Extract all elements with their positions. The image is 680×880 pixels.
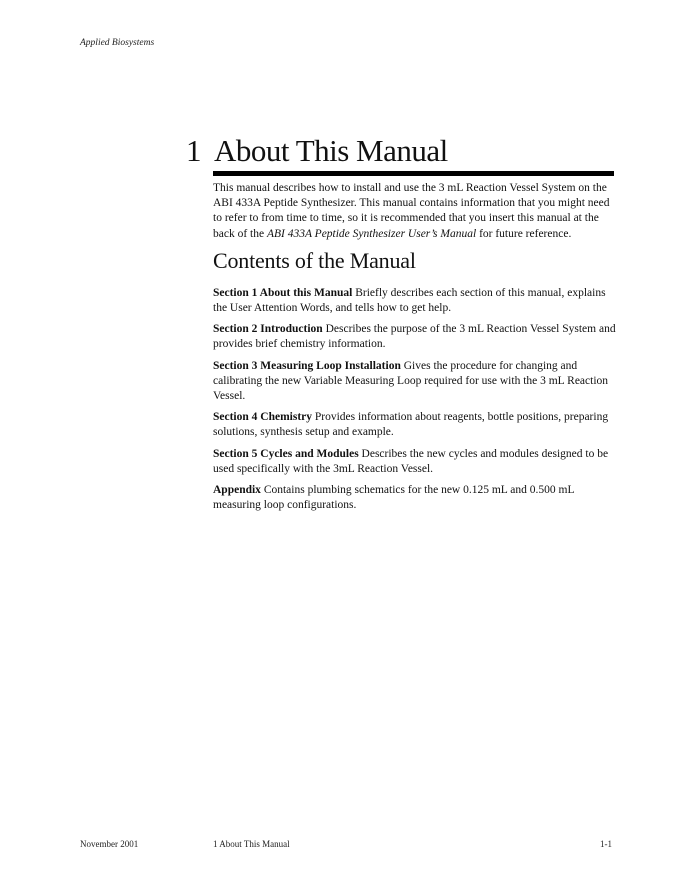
- entry-description: Contains plumbing schematics for the new 0.125 mL and 0.500 mL measuring loop configurations.: [213, 484, 575, 512]
- intro-paragraph: [213, 181, 617, 242]
- contents-entry-section-2: [213, 322, 617, 352]
- chapter-heading: [186, 132, 614, 170]
- intro-book-title: ABI 433A Peptide Synthesizer User’s Manual: [266, 227, 477, 240]
- contents-entry-section-3: [213, 359, 617, 405]
- page-body: [213, 181, 617, 519]
- entry-title: Section 3 Measuring Loop Installation: [213, 359, 401, 372]
- running-header: Applied Biosystems: [80, 38, 155, 48]
- footer-chapter-ref: 1 About This Manual: [213, 839, 290, 849]
- entry-description: Provides information about reagents, bottle positions, preparing solutions, synthesis setup and example.: [213, 411, 609, 439]
- intro-text-before: This manual describes how to install and use the 3 mL Reaction Vessel System on the ABI 433A Peptide Synthesizer. This manual contains information that you might need to refer to from time to time, so it is recommended that you insert this manual at the back of the: [213, 182, 610, 240]
- intro-text-after: for future reference.: [476, 227, 572, 240]
- entry-description: Describes the purpose of the 3 mL Reaction Vessel System and provides brief chemistry information.: [213, 323, 616, 351]
- contents-heading: Contents of the Manual: [213, 247, 416, 273]
- chapter-number: 1: [186, 133, 201, 168]
- footer-date: November 2001: [80, 839, 139, 849]
- chapter-title: [186, 132, 614, 170]
- contents-entry-section-5: [213, 447, 617, 477]
- entry-title: Section 2 Introduction: [213, 323, 323, 336]
- contents-entry-section-1: [213, 286, 617, 316]
- entry-title: Section 4 Chemistry: [213, 411, 313, 424]
- contents-entry-appendix: [213, 483, 617, 513]
- entry-title: Appendix: [213, 484, 261, 497]
- entry-title: Section 5 Cycles and Modules: [213, 447, 359, 460]
- contents-entry-section-4: [213, 410, 617, 440]
- entry-title: Section 1 About this Manual: [213, 286, 353, 299]
- footer-page-number: 1-1: [600, 839, 612, 849]
- chapter-title-rule: [213, 171, 614, 176]
- entry-description: Briefly describes each section of this manual, explains the User Attention Words, and tells how to get help.: [213, 286, 606, 315]
- entry-description: Gives the procedure for changing and calibrating the new Variable Measuring Loop required for use with the 3 mL Reaction Vessel.: [213, 359, 609, 403]
- chapter-title-text: About This Manual: [214, 133, 448, 168]
- entry-description: Describes the new cycles and modules designed to be used specifically with the 3mL Reaction Vessel.: [213, 447, 609, 475]
